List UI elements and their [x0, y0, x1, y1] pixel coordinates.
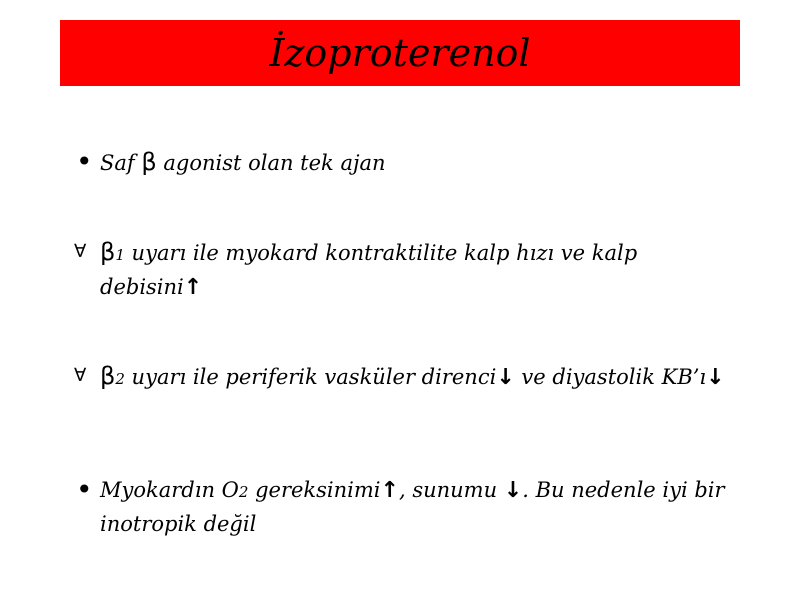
- bullet-text: β1 uyarı ile myokard kontraktilite kalp hızı ve kalp debisini↑: [100, 238, 638, 300]
- arrow-down-icon: ↓: [706, 365, 725, 390]
- bullet-text: Myokardın O2 gereksinimi↑, sunumu ↓. Bu nedenle iyi bir inotropik değil: [100, 478, 725, 536]
- beta-symbol: β: [100, 362, 116, 390]
- bullet-dot-icon: •: [76, 473, 93, 506]
- arrow-down-icon: ↓: [503, 478, 523, 503]
- arrow-down-icon: ↓: [496, 365, 515, 390]
- bullet-item: [70, 236, 730, 304]
- bullet-dot-icon: •: [76, 145, 93, 178]
- forall-icon: ∀: [74, 365, 87, 386]
- arrow-up-icon: ↑: [380, 478, 399, 503]
- bullet-text: β2 uyarı ile periferik vasküler direnci↓ ve diyastolik KB’ı↓: [100, 362, 725, 390]
- bullet-text: Saf β agonist olan tek ajan: [100, 148, 386, 176]
- beta-symbol: β: [141, 148, 157, 176]
- bullet-item: [70, 146, 730, 179]
- bullet-item: [70, 474, 730, 540]
- forall-icon: ∀: [74, 241, 87, 262]
- slide-title: İzoproterenol: [269, 31, 531, 75]
- title-bar: [60, 20, 740, 86]
- arrow-up-icon: ↑: [183, 275, 203, 300]
- bullet-item: [70, 360, 730, 395]
- beta-symbol: β: [100, 238, 116, 266]
